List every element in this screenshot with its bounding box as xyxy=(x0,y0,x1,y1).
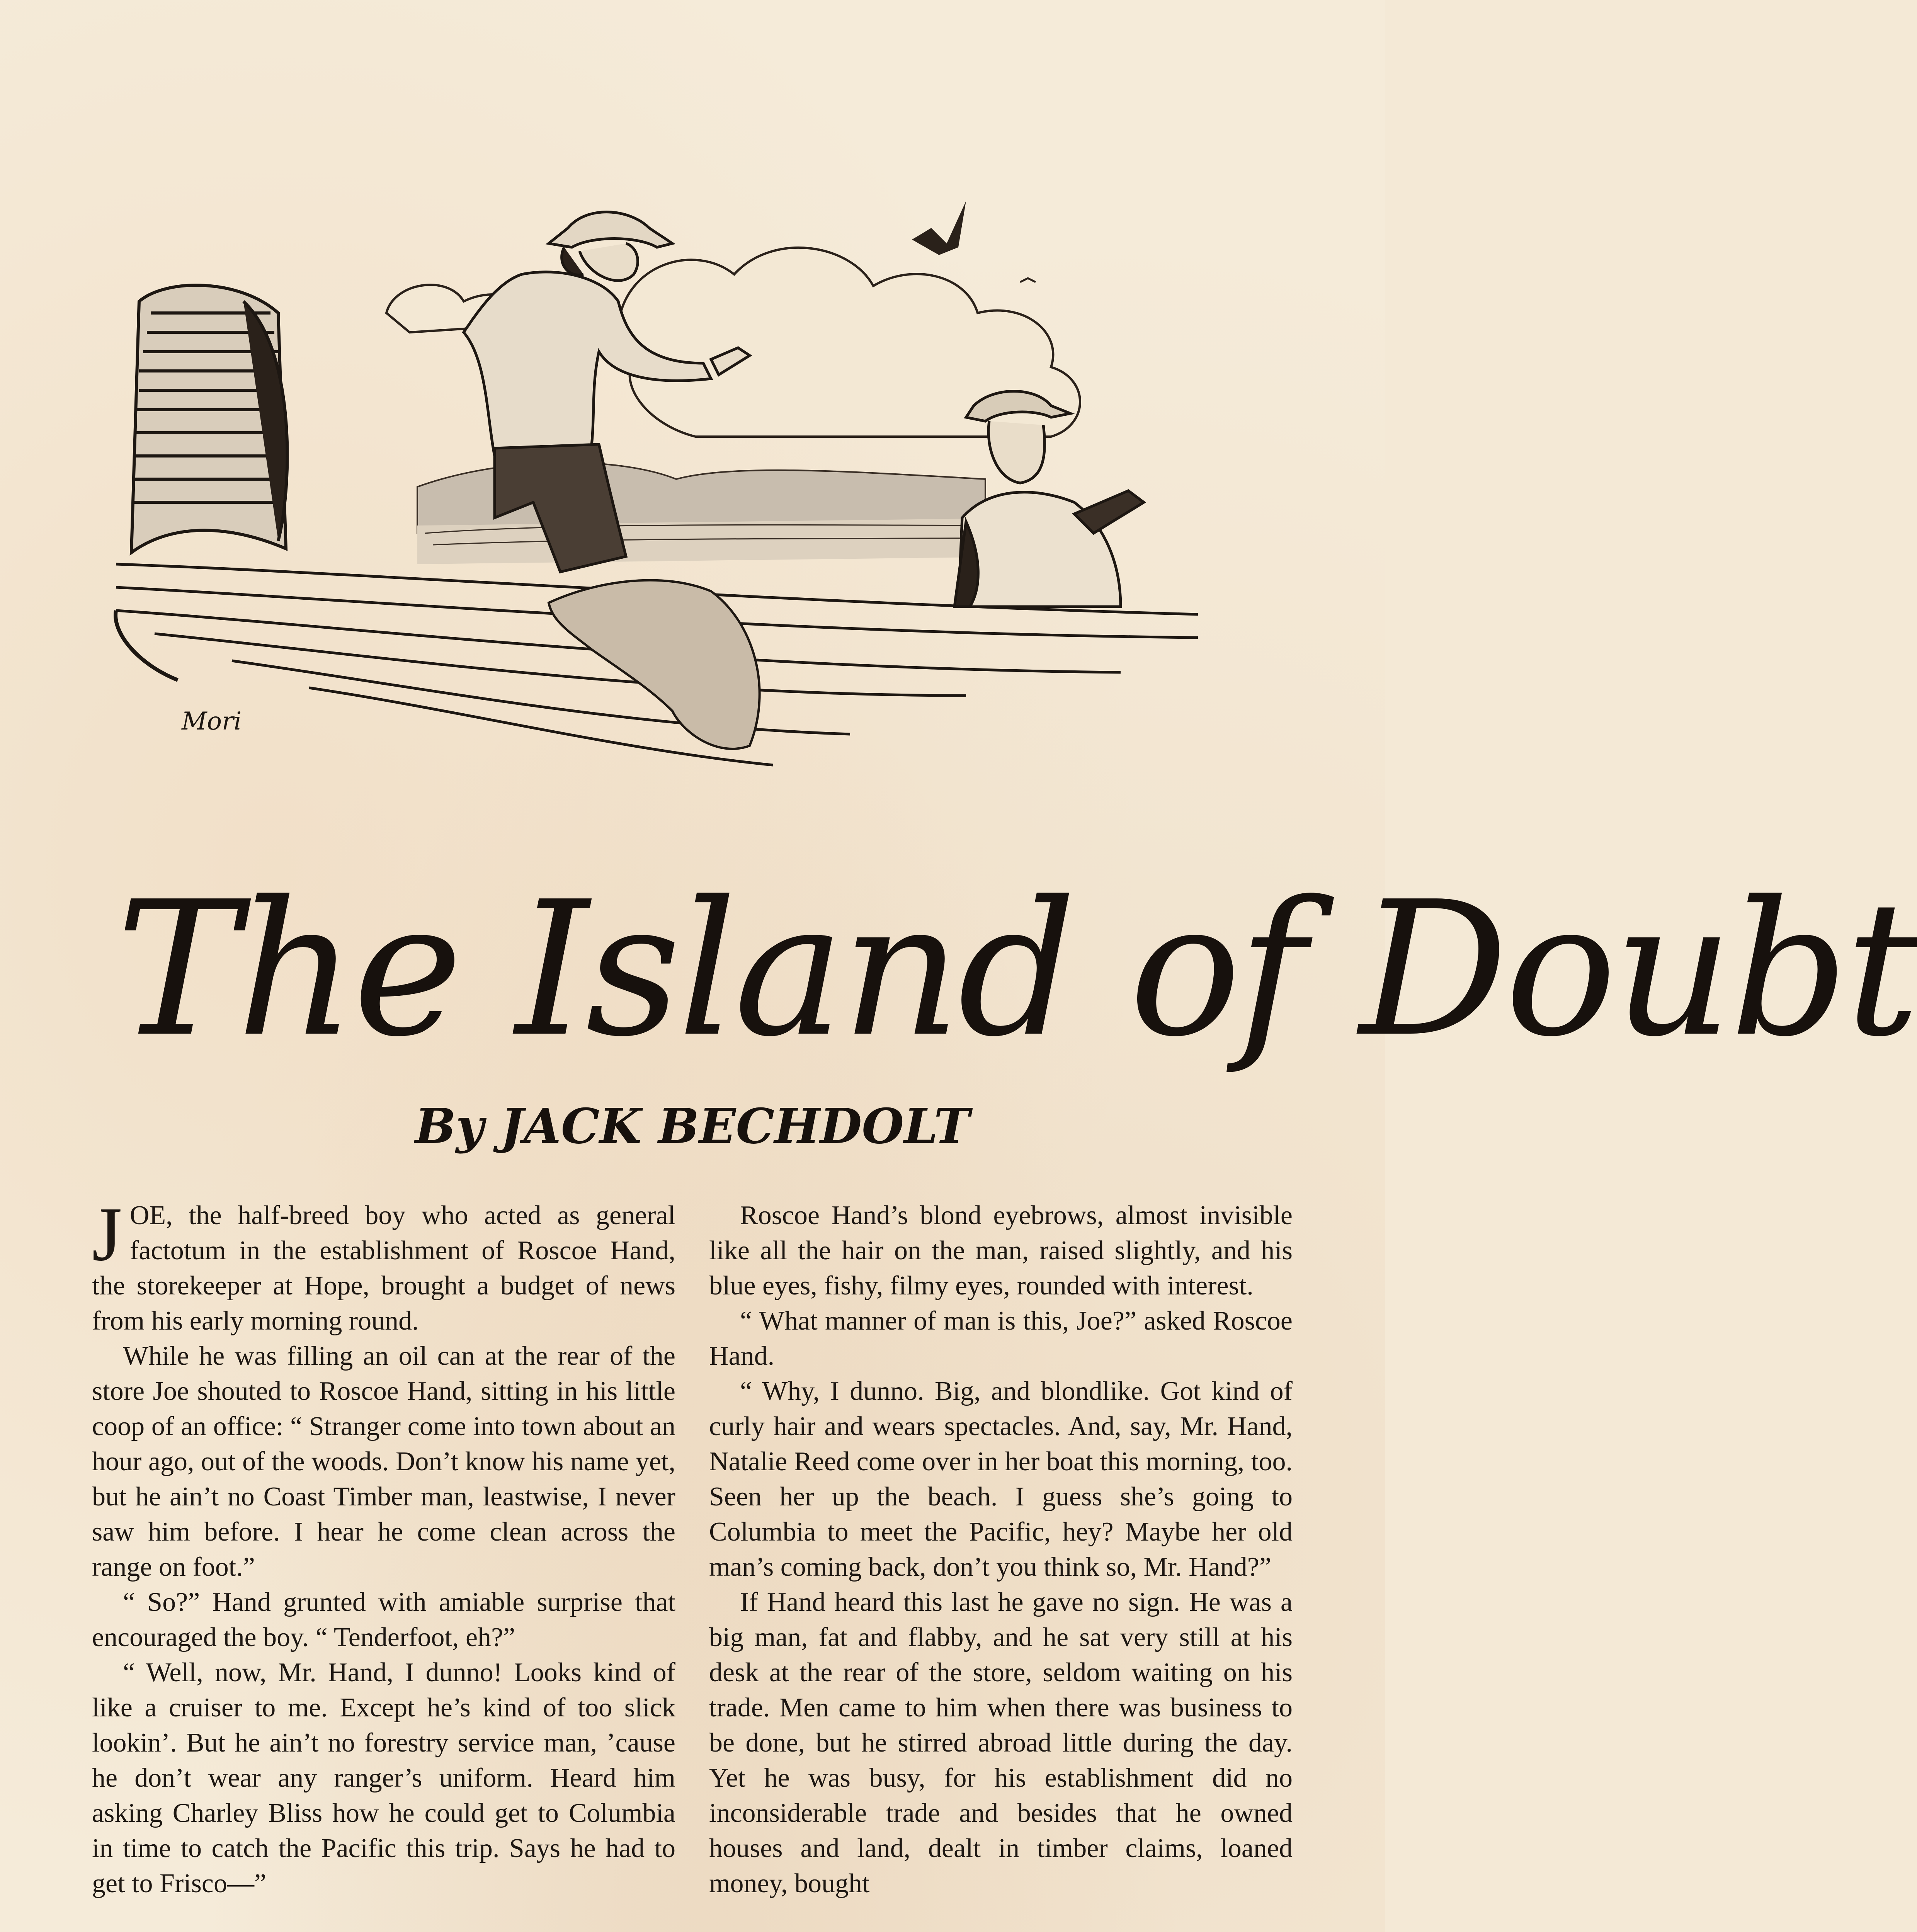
paragraph: Roscoe Hand’s blond eyebrows, almost invisible like all the hair on the man, raised slightly, and his blue eyes, fishy, filmy eyes, rounded with interest. xyxy=(709,1201,1293,1301)
illustrator-signature: Mori xyxy=(182,707,242,736)
boat-stern xyxy=(131,285,287,553)
paragraph: While he was filling an oil can at the rear of the store Joe shouted to Roscoe Hand, sitting in his little coop of an office: “ Stranger come into town about an hour ago, out of the woods. Don’t know his name yet, but he ain’t no Coast Timber man, leastwise, I never saw him before. I hear he come clean across the range on foot.” xyxy=(92,1341,675,1582)
story-title: The Island of Doubt xyxy=(116,862,1917,1078)
paragraph: “ What manner of man is this, Joe?” asked Roscoe Hand. xyxy=(709,1306,1293,1371)
paragraph: JOE, the half-breed boy who acted as general factotum in the establishment of Roscoe Hand, the storekeeper at Hope, brought a budget of news from his early morning round. xyxy=(92,1192,675,1336)
paragraph: “ Why, I dunno. Big, and blondlike. Got kind of curly hair and wears spectacles. And, say, Mr. Hand, Natalie Reed come over in her boat this morning, too. Seen her up the beach. I guess she’s going to Columbia to meet the Pacific, hey? Maybe her old man’s coming back, don’t you think so, Mr. Hand?” xyxy=(709,1376,1293,1582)
paragraph: If Hand heard this last he gave no sign. He was a big man, fat and flabby, and he sat very still at his desk at the rear of the store, seldom waiting on his trade. Men came to him when there was business to be done, but he stirred abroad little during the day. Yet he was busy, for his establishment did no inconsiderable trade and besides that he owned houses and land, dealt in timber claims, loaned money, bought xyxy=(709,1587,1293,1898)
paragraph: “ Well, now, Mr. Hand, I dunno! Looks kind of like a cruiser to me. Except he’s kind of too slick lookin’. But he ain’t no forestry service man, ’cause he don’t wear any ranger’s uniform. Heard him asking Charley Bliss how he could get to Columbia in time to catch the Pacific this trip. Says he had to get to Frisco—” xyxy=(92,1658,675,1898)
paragraph: “ So?” Hand grunted with amiable surprise that encouraged the boy. “ Tenderfoot, eh?” xyxy=(92,1587,675,1652)
story-illustration xyxy=(116,185,1256,842)
byline: By JACK BECHDOLT xyxy=(415,1098,970,1155)
drop-cap: J xyxy=(92,1192,122,1277)
draped-cloth xyxy=(549,580,760,749)
text-column-right xyxy=(709,1198,1293,1901)
bird xyxy=(912,201,966,255)
text-column-left xyxy=(92,1192,675,1901)
